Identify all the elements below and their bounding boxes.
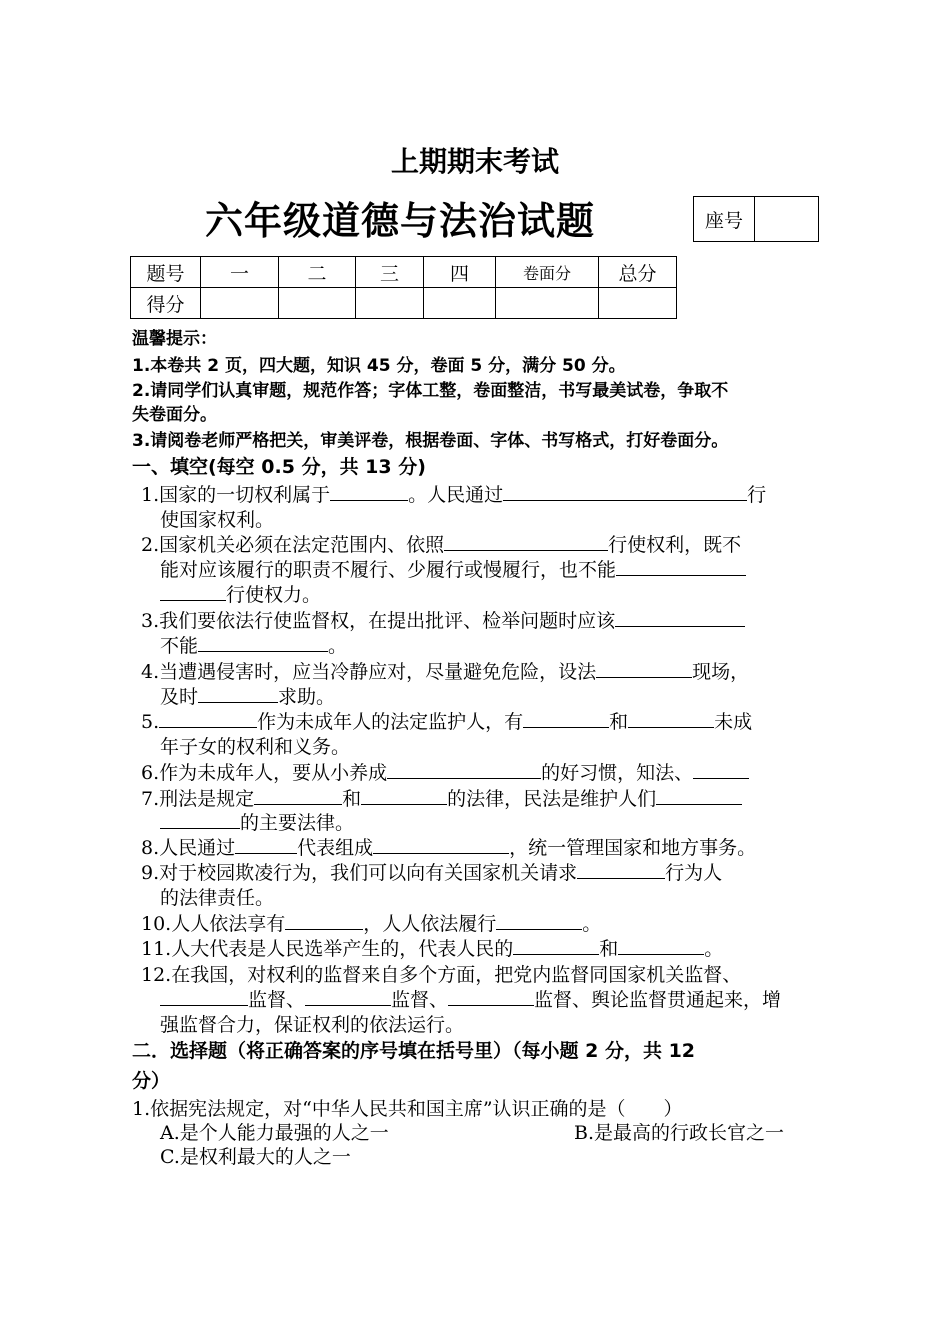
answer-blank[interactable] xyxy=(615,608,745,627)
question-text: 7.刑法是规定 xyxy=(141,788,255,810)
answer-blank[interactable] xyxy=(496,911,582,930)
choice-option-a[interactable]: A.是个人能力最强的人之一 xyxy=(160,1122,389,1144)
subject-title: 六年级道德与法治试题 xyxy=(205,199,596,243)
score-table-header-row xyxy=(131,257,677,288)
question-text: 监督、 xyxy=(391,989,449,1011)
question-9-line xyxy=(141,858,722,885)
score-field[interactable] xyxy=(279,288,356,319)
choice-option-c[interactable]: C.是权利最大的人之一 xyxy=(160,1146,351,1168)
question-text: 行使权力。 xyxy=(226,584,322,606)
section-1-title: 一、填空(每空 0.5 分，共 13 分) xyxy=(132,456,426,478)
answer-blank[interactable] xyxy=(616,557,746,576)
question-2-line xyxy=(141,530,741,557)
score-field[interactable] xyxy=(356,288,424,319)
question-7-line xyxy=(141,784,742,811)
question-text: 8.人民通过 xyxy=(141,837,236,859)
question-4-line xyxy=(141,657,749,684)
tips-line: 3.请阅卷老师严格把关，审美评卷，根据卷面、字体、书写格式，打好卷面分。 xyxy=(132,431,729,451)
answer-blank[interactable] xyxy=(618,936,704,955)
answer-blank[interactable] xyxy=(387,760,541,779)
answer-blank[interactable] xyxy=(285,911,363,930)
score-table xyxy=(130,256,677,319)
question-text: 监督、 xyxy=(248,989,306,1011)
answer-blank[interactable] xyxy=(628,709,714,728)
score-table-cell: 二 xyxy=(279,257,356,288)
question-text: 3.我们要依法行使监督权，在提出批评、检举问题时应该 xyxy=(141,610,616,632)
question-11-line xyxy=(141,934,723,961)
question-10-line xyxy=(141,909,601,936)
question-12-line: 强监督合力，保证权利的依法运行。 xyxy=(160,1014,465,1036)
question-3-line xyxy=(141,606,745,633)
question-5-line: 年子女的权利和义务。 xyxy=(160,736,351,758)
choice-option-b[interactable]: B.是最高的行政长官之一 xyxy=(574,1122,785,1144)
score-table-cell: 三 xyxy=(356,257,424,288)
question-text: 。 xyxy=(704,938,724,960)
answer-blank[interactable] xyxy=(305,987,391,1006)
tips-line: 失卷面分。 xyxy=(132,405,217,425)
question-text: 现场， xyxy=(692,661,750,683)
section-2-title: 分） xyxy=(132,1070,171,1092)
answer-blank[interactable] xyxy=(198,633,328,652)
answer-blank[interactable] xyxy=(361,786,447,805)
score-field[interactable] xyxy=(201,288,279,319)
seat-number-field[interactable] xyxy=(755,197,819,242)
question-text: 作为未成年人的法定监护人，有 xyxy=(257,711,524,733)
score-field[interactable] xyxy=(496,288,599,319)
question-8-line xyxy=(141,833,756,860)
question-text: 能对应该履行的职责不履行、少履行或慢履行，也不能 xyxy=(160,559,617,581)
question-text: 10.人人依法享有 xyxy=(141,913,286,935)
question-text: 及时 xyxy=(160,686,199,708)
question-text: ，统一管理国家和地方事务。 xyxy=(509,837,757,859)
answer-blank[interactable] xyxy=(656,786,742,805)
question-text: 和 xyxy=(342,788,362,810)
question-text: 2.国家机关必须在法定范围内、依照 xyxy=(141,534,445,556)
question-9-line: 的法律责任。 xyxy=(160,887,275,909)
answer-blank[interactable] xyxy=(513,936,599,955)
answer-blank[interactable] xyxy=(596,659,692,678)
question-text: 行使权利，既不 xyxy=(608,534,742,556)
score-table-cell: 卷面分 xyxy=(496,257,599,288)
question-6-line xyxy=(141,758,749,785)
score-table-cell: 总分 xyxy=(599,257,677,288)
seat-number-label: 座号 xyxy=(694,197,755,242)
question-text: 。人民通过 xyxy=(408,484,504,506)
score-table-cell: 一 xyxy=(201,257,279,288)
question-text: 6.作为未成年人，要从小养成 xyxy=(141,762,388,784)
answer-blank[interactable] xyxy=(160,987,248,1006)
question-text: 行 xyxy=(747,484,767,506)
question-text: 5. xyxy=(141,711,160,733)
question-text: 4.当遭遇侵害时，应当冷静应对，尽量避免危险，设法 xyxy=(141,661,597,683)
answer-blank[interactable] xyxy=(159,709,257,728)
question-1-line: 使国家权利。 xyxy=(160,509,275,531)
question-text: 不能 xyxy=(160,635,199,657)
answer-blank[interactable] xyxy=(198,684,278,703)
question-text: 和 xyxy=(609,711,629,733)
question-4-line xyxy=(160,682,335,709)
question-text: 。 xyxy=(328,635,348,657)
question-7-line xyxy=(160,808,354,835)
answer-blank[interactable] xyxy=(235,835,297,854)
answer-blank[interactable] xyxy=(693,760,749,779)
question-2-line xyxy=(160,555,746,582)
question-text: 11.人大代表是人民选举产生的，代表人民的 xyxy=(141,938,514,960)
question-text: 和 xyxy=(599,938,619,960)
score-table-cell: 四 xyxy=(424,257,496,288)
answer-blank[interactable] xyxy=(160,582,226,601)
answer-blank[interactable] xyxy=(373,835,509,854)
question-2-line xyxy=(160,580,321,607)
question-12-line: 12.在我国，对权利的监督来自多个方面，把党内监督同国家机关监督、 xyxy=(141,964,742,986)
question-text: 代表组成 xyxy=(297,837,374,859)
question-5-line xyxy=(141,707,752,734)
question-text: ，人人依法履行 xyxy=(363,913,497,935)
seat-number-box xyxy=(693,196,819,242)
tips-title: 温馨提示： xyxy=(132,329,217,349)
question-text: 。 xyxy=(582,913,602,935)
answer-blank[interactable] xyxy=(577,860,665,879)
question-1-line xyxy=(141,480,766,507)
question-text: 的主要法律。 xyxy=(240,812,355,834)
question-text: 的好习惯，知法、 xyxy=(541,762,694,784)
tips-line: 1.本卷共 2 页，四大题，知识 45 分，卷面 5 分，满分 50 分。 xyxy=(132,356,626,376)
score-table-cell: 题号 xyxy=(131,257,201,288)
question-text: 9.对于校园欺凌行为，我们可以向有关国家机关请求 xyxy=(141,862,578,884)
tips-line: 2.请同学们认真审题，规范作答；字体工整，卷面整洁，书写最美试卷，争取不 xyxy=(132,381,729,401)
answer-blank[interactable] xyxy=(330,482,408,501)
question-text: 监督、舆论监督贯通起来，增 xyxy=(534,989,782,1011)
question-text: 未成 xyxy=(714,711,753,733)
question-12-line xyxy=(160,985,781,1012)
section-2-title: 二．选择题（将正确答案的序号填在括号里）（每小题 2 分，共 12 xyxy=(132,1040,696,1062)
score-table-score-row xyxy=(131,288,677,319)
answer-blank[interactable] xyxy=(448,987,534,1006)
score-field[interactable] xyxy=(599,288,677,319)
score-field[interactable] xyxy=(424,288,496,319)
question-text: 求助。 xyxy=(278,686,336,708)
question-3-line xyxy=(160,631,347,658)
answer-blank[interactable] xyxy=(254,786,342,805)
answer-blank[interactable] xyxy=(503,482,747,501)
choice-question-1-stem: 1.依据宪法规定，对“中华人民共和国主席”认识正确的是（ ） xyxy=(132,1098,683,1120)
question-text: 的法律，民法是维护人们 xyxy=(447,788,657,810)
answer-blank[interactable] xyxy=(160,810,240,829)
score-table-cell: 得分 xyxy=(131,288,201,319)
exam-title: 上期期末考试 xyxy=(390,145,559,178)
answer-blank[interactable] xyxy=(523,709,609,728)
question-text: 行为人 xyxy=(665,862,723,884)
question-text: 1.国家的一切权利属于 xyxy=(141,484,331,506)
answer-blank[interactable] xyxy=(444,532,608,551)
